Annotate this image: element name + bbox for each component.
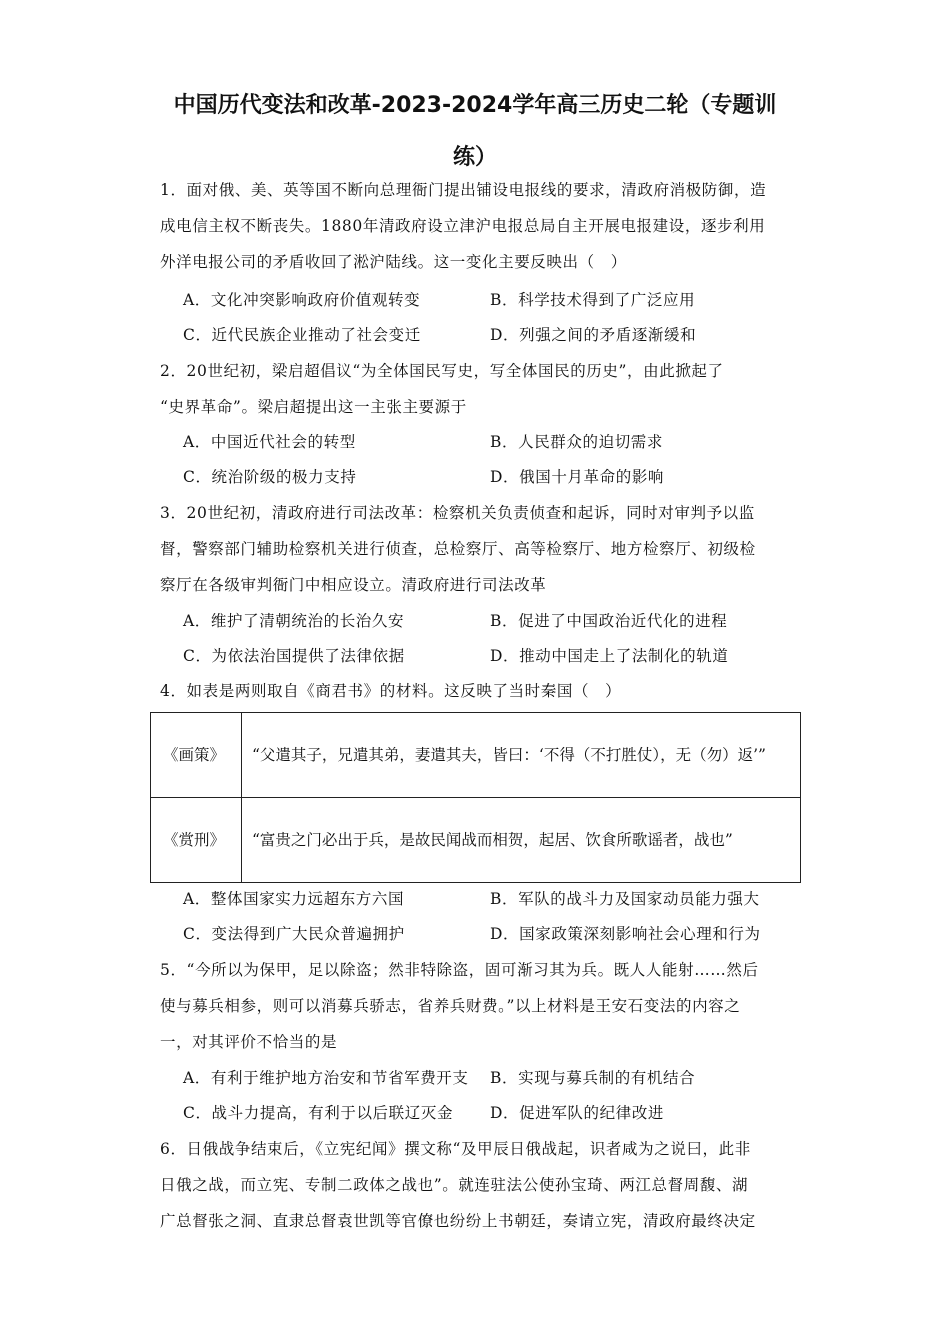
q6-line-1: 6．日俄战争结束后，《立宪纪闻》撰文称“及甲辰日俄战起，识者咸为之说曰，此非 [160,1140,751,1158]
q5-option-d: D．促进军队的纪律改进 [490,1104,665,1122]
q4-option-a: A．整体国家实力远超东方六国 [183,890,405,908]
table-text-cell: “父遣其子，兄遣其弟，妻遣其夫，皆曰：‘不得（不打胜仗），无（勿）返’” [242,713,801,798]
q3-line-3: 察厅在各级审判衙门中相应设立。清政府进行司法改革 [160,576,547,594]
q1-option-b: B．科学技术得到了广泛应用 [490,291,696,309]
q2-line-1: 2．20世纪初，梁启超倡议“为全体国民写史，写全体国民的历史”，由此掀起了 [160,362,724,380]
q4-option-c: C．变法得到广大民众普遍拥护 [183,925,405,943]
q5-line-1: 5．“今所以为保甲，足以除盗；然非特除盗，固可渐习其为兵。既人人能射……然后 [160,961,759,979]
q1-option-a: A．文化冲突影响政府价值观转变 [183,291,421,309]
q3-option-a: A．维护了清朝统治的长治久安 [183,612,405,630]
table-source-cell: 《画策》 [151,713,242,798]
q2-option-c: C．统治阶级的极力支持 [183,468,357,486]
q3-option-c: C．为依法治国提供了法律依据 [183,647,405,665]
q1-line-2: 成电信主权不断丧失。1880年清政府设立津沪电报总局自主开展电报建设，逐步利用 [160,217,766,235]
table-text-cell: “富贵之门必出于兵，是故民闻战而相贺，起居、饮食所歌谣者，战也” [242,798,801,883]
q2-option-d: D．俄国十月革命的影响 [490,468,665,486]
q3-line-2: 督，警察部门辅助检察机关进行侦查，总检察厅、高等检察厅、地方检察厅、初级检 [160,540,756,558]
q2-option-b: B．人民群众的迫切需求 [490,433,663,451]
q2-line-2: “史界革命”。梁启超提出这一主张主要源于 [160,398,467,416]
q1-option-c: C．近代民族企业推动了社会变迁 [183,326,421,344]
table-row [151,798,801,883]
q3-option-b: B．促进了中国政治近代化的进程 [490,612,728,630]
title-line-1: 中国历代变法和改革-2023-2024学年高三历史二轮（专题训 [173,93,777,118]
q4-option-b: B．军队的战斗力及国家动员能力强大 [490,890,760,908]
q5-option-c: C．战斗力提高，有利于以后联辽灭金 [183,1104,454,1122]
q5-option-b: B．实现与募兵制的有机结合 [490,1069,696,1087]
document-title [150,80,800,184]
q1-option-d: D．列强之间的矛盾逐渐缓和 [490,326,697,344]
q4-option-d: D．国家政策深刻影响社会心理和行为 [490,925,761,943]
q4-line-1: 4．如表是两则取自《商君书》的材料。这反映了当时秦国（ ） [160,682,622,700]
q5-line-3: 一，对其评价不恰当的是 [160,1033,338,1051]
q5-option-a: A．有利于维护地方治安和节省军费开支 [183,1069,469,1087]
table-row [151,713,801,798]
material-table [150,712,801,883]
table-source-cell: 《赏刑》 [151,798,242,883]
q6-line-2: 日俄之战，而立宪、专制二政体之战也”。就连驻法公使孙宝琦、两江总督周馥、湖 [160,1176,749,1194]
q2-option-a: A．中国近代社会的转型 [183,433,356,451]
q3-line-1: 3．20世纪初，清政府进行司法改革：检察机关负责侦查和起诉，同时对审判予以监 [160,504,755,522]
q1-line-1: 1．面对俄、美、英等国不断向总理衙门提出铺设电报线的要求，清政府消极防御，造 [160,181,767,199]
title-line-2: 练） [452,145,497,170]
q6-line-3: 广总督张之洞、直隶总督袁世凯等官僚也纷纷上书朝廷，奏请立宪，清政府最终决定 [160,1212,756,1230]
q3-option-d: D．推动中国走上了法制化的轨道 [490,647,729,665]
q1-line-3: 外洋电报公司的矛盾收回了淞沪陆线。这一变化主要反映出（ ） [160,253,627,271]
q5-line-2: 使与募兵相参，则可以消募兵骄志，省养兵财费。”以上材料是王安石变法的内容之 [160,997,741,1015]
